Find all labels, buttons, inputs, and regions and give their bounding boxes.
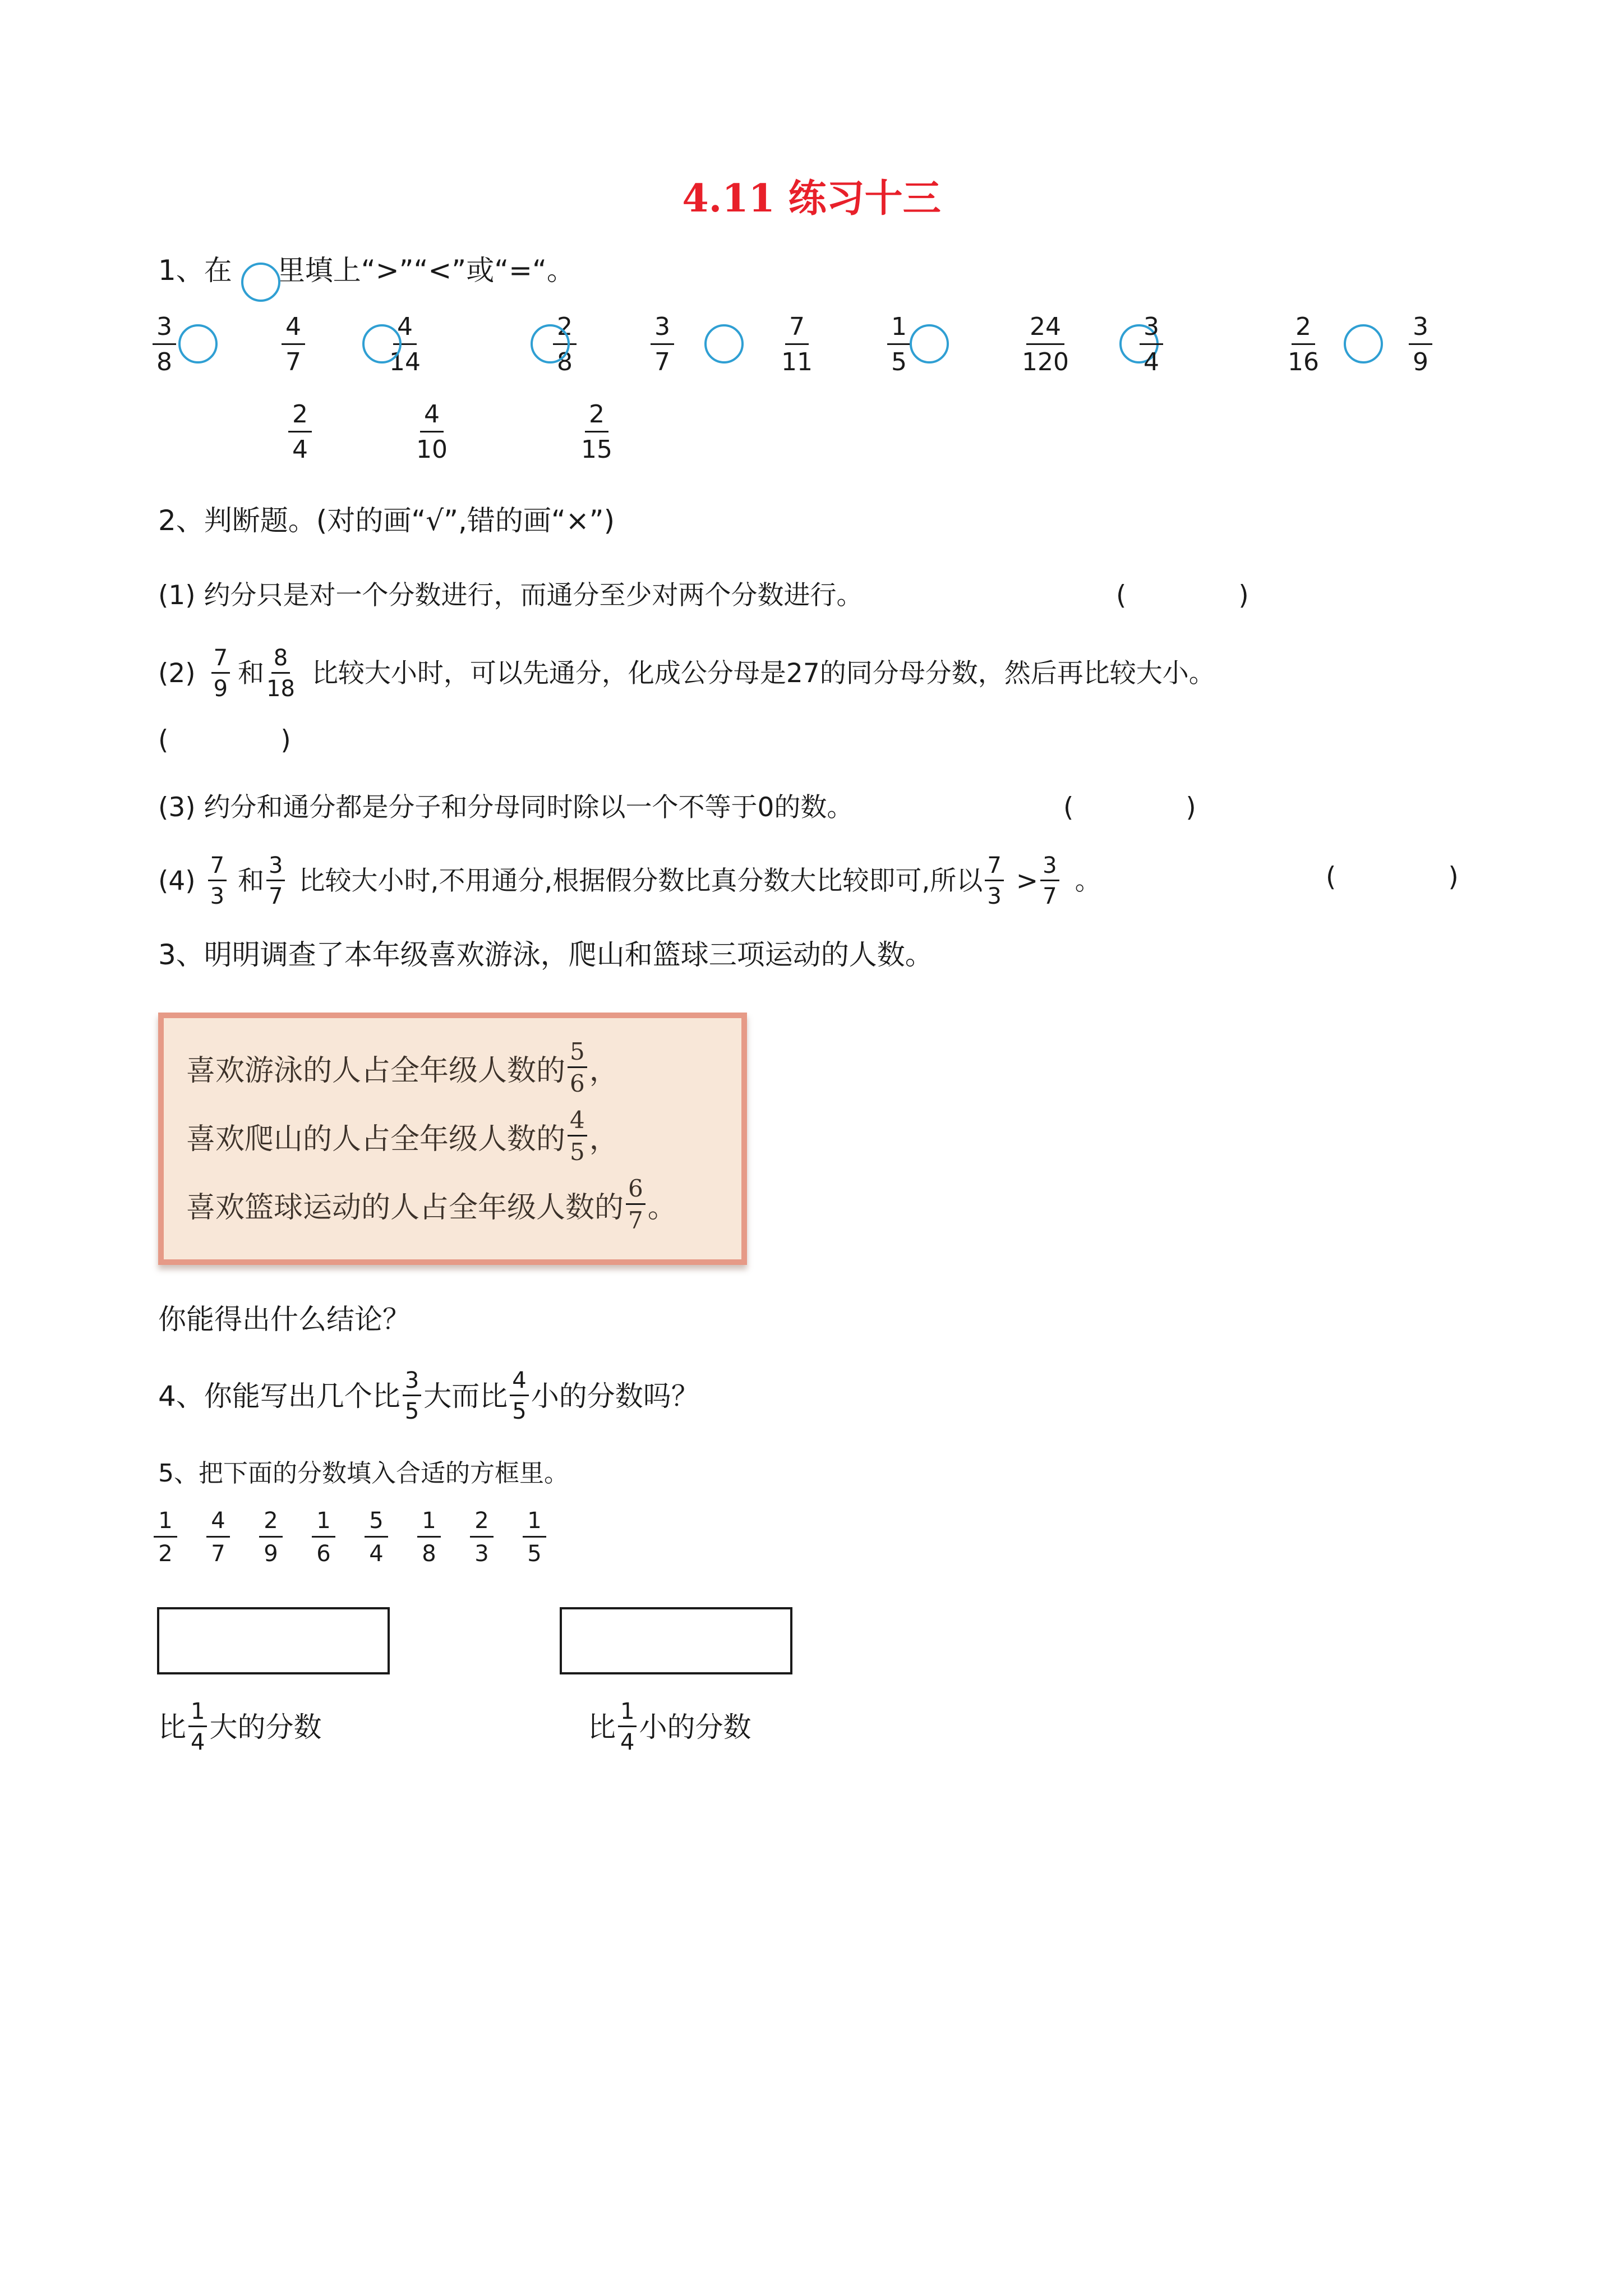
q1-fraction: $\frac{7}{11}$ [781,312,813,377]
q3-heading: 3、明明调查了本年级喜欢游泳，爬山和篮球三项运动的人数。 [158,938,933,971]
q2-statement-1 [158,579,863,613]
fraction: 7 3 [208,854,227,908]
statement-text: 比较大小时，可以先通分，化成公分母是27的同分母分数，然后再比较大小。 [311,657,1215,689]
compare-circle-2[interactable] [362,324,402,364]
q1-fraction: $\frac{2}{4}$ [288,402,312,463]
and-text: 和 [238,865,265,896]
q1-prompt-a: 1、在 [158,254,232,287]
q3-question: 你能得出什么结论？ [158,1303,411,1336]
q1-fraction: $\frac{4}{10}$ [416,400,448,464]
note-line-basketball: 喜欢篮球运动的人占全年级人数的 6 7 。 [186,1175,677,1235]
q5-fraction: $\frac{2}{9}$ [259,1509,283,1566]
compare-circle-4[interactable] [704,324,744,364]
fraction: 5 6 [568,1039,587,1096]
q1-fraction: $\frac{2}{16}$ [1288,312,1319,377]
survey-note-card [158,1013,747,1265]
fraction: 4 5 [510,1369,528,1423]
compare-circle-1[interactable] [178,324,218,364]
statement-number: (2) [158,657,196,689]
q5-heading: 5、把下面的分数填入合适的方框里。 [158,1459,569,1488]
fraction: 8 18 [266,645,295,702]
q1-fraction: $\frac{2}{8}$ [553,314,577,375]
q1-fraction: $\frac{24}{120}$ [1022,312,1069,377]
q1-fraction: $\frac{3}{8}$ [153,314,176,375]
statement-text: (3) 约分和通分都是分子和分母同时除以一个不等于0的数。 [158,792,854,823]
answer-paren-3[interactable]: ( ) [1063,792,1196,823]
greater-than-quarter-label: 比 1 4 大的分数 [158,1699,322,1755]
fraction: 7 3 [985,854,1003,908]
compare-circle-3[interactable] [531,324,570,364]
q5-fraction: $\frac{1}{8}$ [417,1509,441,1566]
less-than-quarter-label: 比 1 4 小的分数 [588,1699,751,1755]
statement-text: 比较大小时,不用通分,根据假分数比真分数大比较即可,所以 [298,865,983,896]
less-than-quarter-box[interactable] [560,1607,792,1674]
q1-fraction: $\frac{2}{15}$ [581,400,612,464]
greater-than-sign: > [1016,865,1039,896]
q5-fraction: $\frac{1}{2}$ [154,1509,177,1566]
q5-fraction: $\frac{2}{3}$ [470,1509,494,1566]
compare-circle-example [241,263,280,302]
q5-fraction: $\frac{1}{5}$ [523,1509,546,1566]
q1-prompt [158,254,575,287]
fraction: 6 7 [626,1176,645,1233]
fraction: 3 5 [403,1369,421,1423]
fraction: 7 9 [211,646,230,701]
fraction: 3 7 [266,854,285,908]
statement-number: (4) [158,865,196,896]
q5-fraction: $\frac{1}{6}$ [312,1509,335,1566]
q1-fraction: $\frac{3}{7}$ [651,314,674,375]
answer-paren-1[interactable]: ( ) [1116,580,1249,611]
page-title: 4.11 练习十三 [682,176,941,221]
fraction: 3 7 [1040,854,1059,908]
q1-fraction: $\frac{4}{7}$ [282,314,305,375]
fraction: 1 4 [188,1700,207,1754]
answer-paren-2[interactable]: ( ) [158,725,291,756]
q1-fraction: $\frac{3}{9}$ [1409,314,1432,375]
q1-prompt-b: 里填上“>”“<”或“=“。 [276,254,575,287]
q1-fraction: $\frac{4}{14}$ [389,312,421,377]
q2-heading: 2、判断题。(对的画“√”,错的画“×”) [158,504,615,537]
greater-than-quarter-box[interactable] [157,1607,390,1674]
compare-circle-7[interactable] [1344,324,1383,364]
q2-statement-3 [158,791,853,825]
q2-statement-2 [158,646,1215,701]
q5-fraction: $\frac{5}{4}$ [365,1509,388,1566]
statement-text: (1) 约分只是对一个分数进行，而通分至少对两个分数进行。 [158,580,863,611]
and-text: 和 [238,657,265,689]
q5-fraction: $\frac{4}{7}$ [206,1509,230,1566]
note-line-climbing: 喜欢爬山的人占全年级人数的 4 5 ， [186,1106,619,1166]
fraction: 4 5 [568,1108,587,1165]
fraction: 1 4 [618,1700,637,1754]
q4-question: 4、你能写出几个比 3 5 大而比 4 5 小的分数吗？ [158,1368,699,1424]
note-line-swimming: 喜欢游泳的人占全年级人数的 5 6 ， [186,1038,619,1098]
period: 。 [1075,865,1101,896]
q1-fraction: $\frac{1}{5}$ [887,314,911,375]
q2-statement-4 [158,854,1101,908]
q1-fraction: $\frac{3}{4}$ [1140,314,1163,375]
compare-circle-5[interactable] [910,324,949,364]
answer-paren-4[interactable]: ( ) [1326,862,1459,892]
